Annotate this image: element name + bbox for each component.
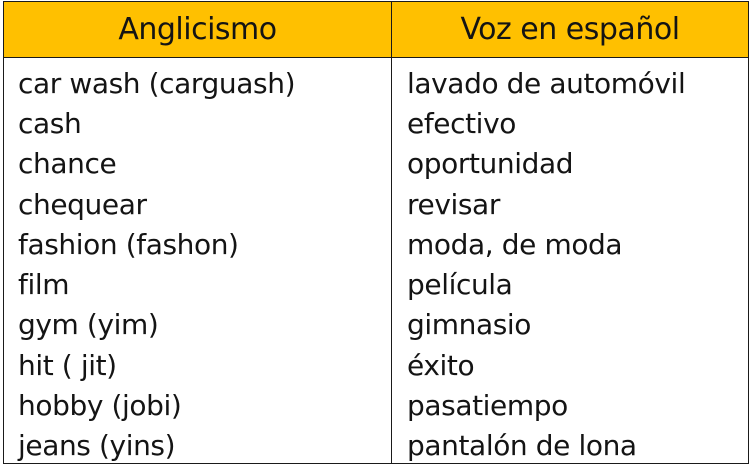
table-cell-voz: lavado de automóvil bbox=[407, 66, 686, 100]
table-cell-anglicismo: jeans (yins) bbox=[18, 429, 176, 463]
table-cell-voz: gimnasio bbox=[407, 308, 532, 342]
table-cell-anglicismo: hit ( jit) bbox=[18, 348, 117, 382]
table-cell-voz: éxito bbox=[407, 348, 475, 382]
table-body bbox=[4, 58, 748, 463]
table-header bbox=[4, 2, 748, 58]
header-anglicismo: Anglicismo bbox=[4, 2, 392, 57]
header-voz-en-espanol: Voz en español bbox=[460, 12, 680, 47]
table-cell-anglicismo: cash bbox=[18, 106, 82, 140]
anglicismo-column bbox=[4, 58, 392, 463]
anglicism-table bbox=[3, 1, 749, 464]
table-cell-anglicismo: chance bbox=[18, 147, 117, 181]
table-cell-anglicismo: gym (yim) bbox=[18, 308, 159, 342]
table-cell-voz: revisar bbox=[407, 187, 500, 221]
table-cell-voz: moda, de moda bbox=[407, 227, 623, 261]
voz-en-espanol-column bbox=[392, 58, 748, 463]
table-cell-voz: pasatiempo bbox=[407, 389, 568, 423]
table-cell-voz: película bbox=[407, 268, 513, 302]
table-cell-anglicismo: car wash (carguash) bbox=[18, 66, 296, 100]
table-cell-anglicismo: hobby (jobi) bbox=[18, 389, 182, 423]
table-cell-voz: efectivo bbox=[407, 106, 516, 140]
table-cell-anglicismo: film bbox=[18, 268, 70, 302]
table-cell-anglicismo: chequear bbox=[18, 187, 147, 221]
table-cell-anglicismo: fashion (fashon) bbox=[18, 227, 239, 261]
table-cell-voz: pantalón de lona bbox=[407, 429, 637, 463]
table-cell-voz: oportunidad bbox=[407, 147, 574, 181]
